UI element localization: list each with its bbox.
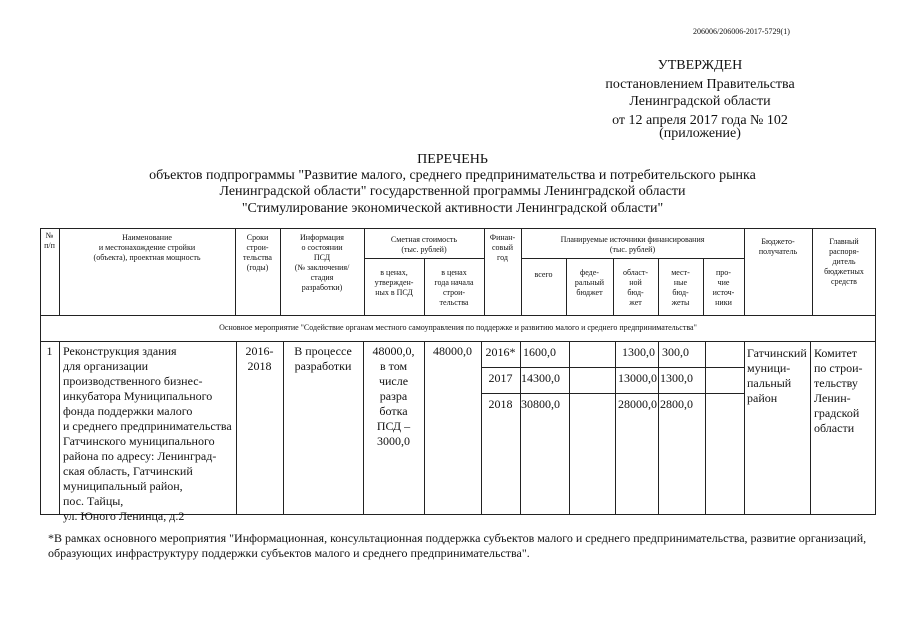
- heading-line2: Ленинградской области" государственной программы Ленинградской области: [219, 184, 686, 199]
- regional-2018: 28000,0: [618, 397, 657, 411]
- local-2017: 1300,0: [660, 371, 693, 385]
- objects-table: [40, 228, 876, 523]
- approval-line3: от 12 апреля 2017 года № 102: [612, 113, 788, 128]
- header-num: № п/п: [44, 231, 55, 250]
- object-name: Реконструкция здания для организации производственного бизнес- инкубатора Муниципального фонда поддержки малого и среднего предпринимательства Гатчинского муниципального района по адресу: Ленинград- ская область, Гатчинский муниципальный район, пос. Тайцы, ул. Юного Ленинца, д.2: [63, 344, 232, 523]
- header-regional: област- ной бюд- жет: [622, 268, 649, 307]
- header-psd: Информация о состоянии ПСД (№ заключения/ стадия разработки): [294, 233, 350, 292]
- row-number: 1: [46, 344, 53, 358]
- construction-terms: 2016- 2018: [245, 344, 274, 373]
- header-estimate: Сметная стоимость (тыс. рублей): [390, 235, 458, 254]
- total-2017: 14300,0: [521, 371, 560, 385]
- budget-recipient: Гатчинский муници- пальный район: [747, 346, 807, 405]
- header-recipient: Бюджето- получатель: [758, 237, 798, 256]
- header-est-prices: в ценах, утвержден- ных в ПСД: [374, 268, 414, 297]
- document-number: 206006/206006-2017-5729(1): [693, 27, 790, 36]
- header-local: мест- ные бюд- жеты: [671, 268, 690, 307]
- approval-title: УТВЕРЖДЕН: [657, 58, 743, 73]
- fin-year-2017: 2017: [488, 371, 513, 385]
- heading-line3: "Стимулирование экономической активности Ленинградской области": [241, 201, 664, 216]
- fin-year-2016: 2016*: [485, 345, 516, 359]
- fin-year-2018: 2018: [488, 397, 513, 411]
- header-terms: Сроки строи- тельства (годы): [243, 233, 272, 272]
- header-federal: феде- ральный бюджет: [574, 268, 605, 297]
- regional-2016: 1300,0: [622, 345, 655, 359]
- header-sources: Планируемые источники финансирования (тыс. рублей): [560, 235, 705, 254]
- approval-line4: (приложение): [659, 126, 741, 141]
- header-name: Наименование и местонахождение стройки (объекта), проектная мощность: [93, 233, 201, 262]
- header-manager: Главный распоря- дитель бюджетных средств: [824, 237, 864, 286]
- header-total: всего: [534, 270, 553, 279]
- list-title: ПЕРЕЧЕНЬ: [417, 152, 488, 167]
- approval-line1: постановлением Правительства: [605, 77, 795, 92]
- local-2018: 2800,0: [660, 397, 693, 411]
- estimate-psd-value: 48000,0, в том числе разра ботка ПСД – 3000,0: [372, 344, 415, 448]
- regional-2017: 13000,0: [618, 371, 657, 385]
- header-fin-year: Финан- совый год: [489, 233, 516, 262]
- heading-line1: объектов подпрограммы "Развитие малого, среднего предпринимательства и потребительского рынка: [149, 168, 756, 183]
- footnote: *В рамках основного мероприятия "Информационная, консультационная поддержка субъектов малого и среднего предпринимательства, развитие организаций, образующих инфраструктуру поддержки субъектов малого и среднего предпринимательства".: [48, 531, 867, 560]
- psd-status: В процессе разработки: [294, 344, 352, 373]
- total-2018: 30800,0: [521, 397, 560, 411]
- header-other: про- чие источ- ники: [712, 268, 735, 307]
- approval-line2: Ленинградской области: [629, 94, 771, 109]
- budget-manager: Комитет по строи- тельству Ленин- градской области: [814, 346, 863, 435]
- header-est-start: в ценах года начала строи- тельства: [434, 268, 474, 307]
- section-title: Основное мероприятие "Содействие органам местного самоуправления по поддержке и развитию малого и среднего предпринимательства": [219, 323, 697, 332]
- estimate-start-value: 48000,0: [433, 344, 472, 358]
- total-2016: 1600,0: [523, 345, 556, 359]
- local-2016: 300,0: [662, 345, 689, 359]
